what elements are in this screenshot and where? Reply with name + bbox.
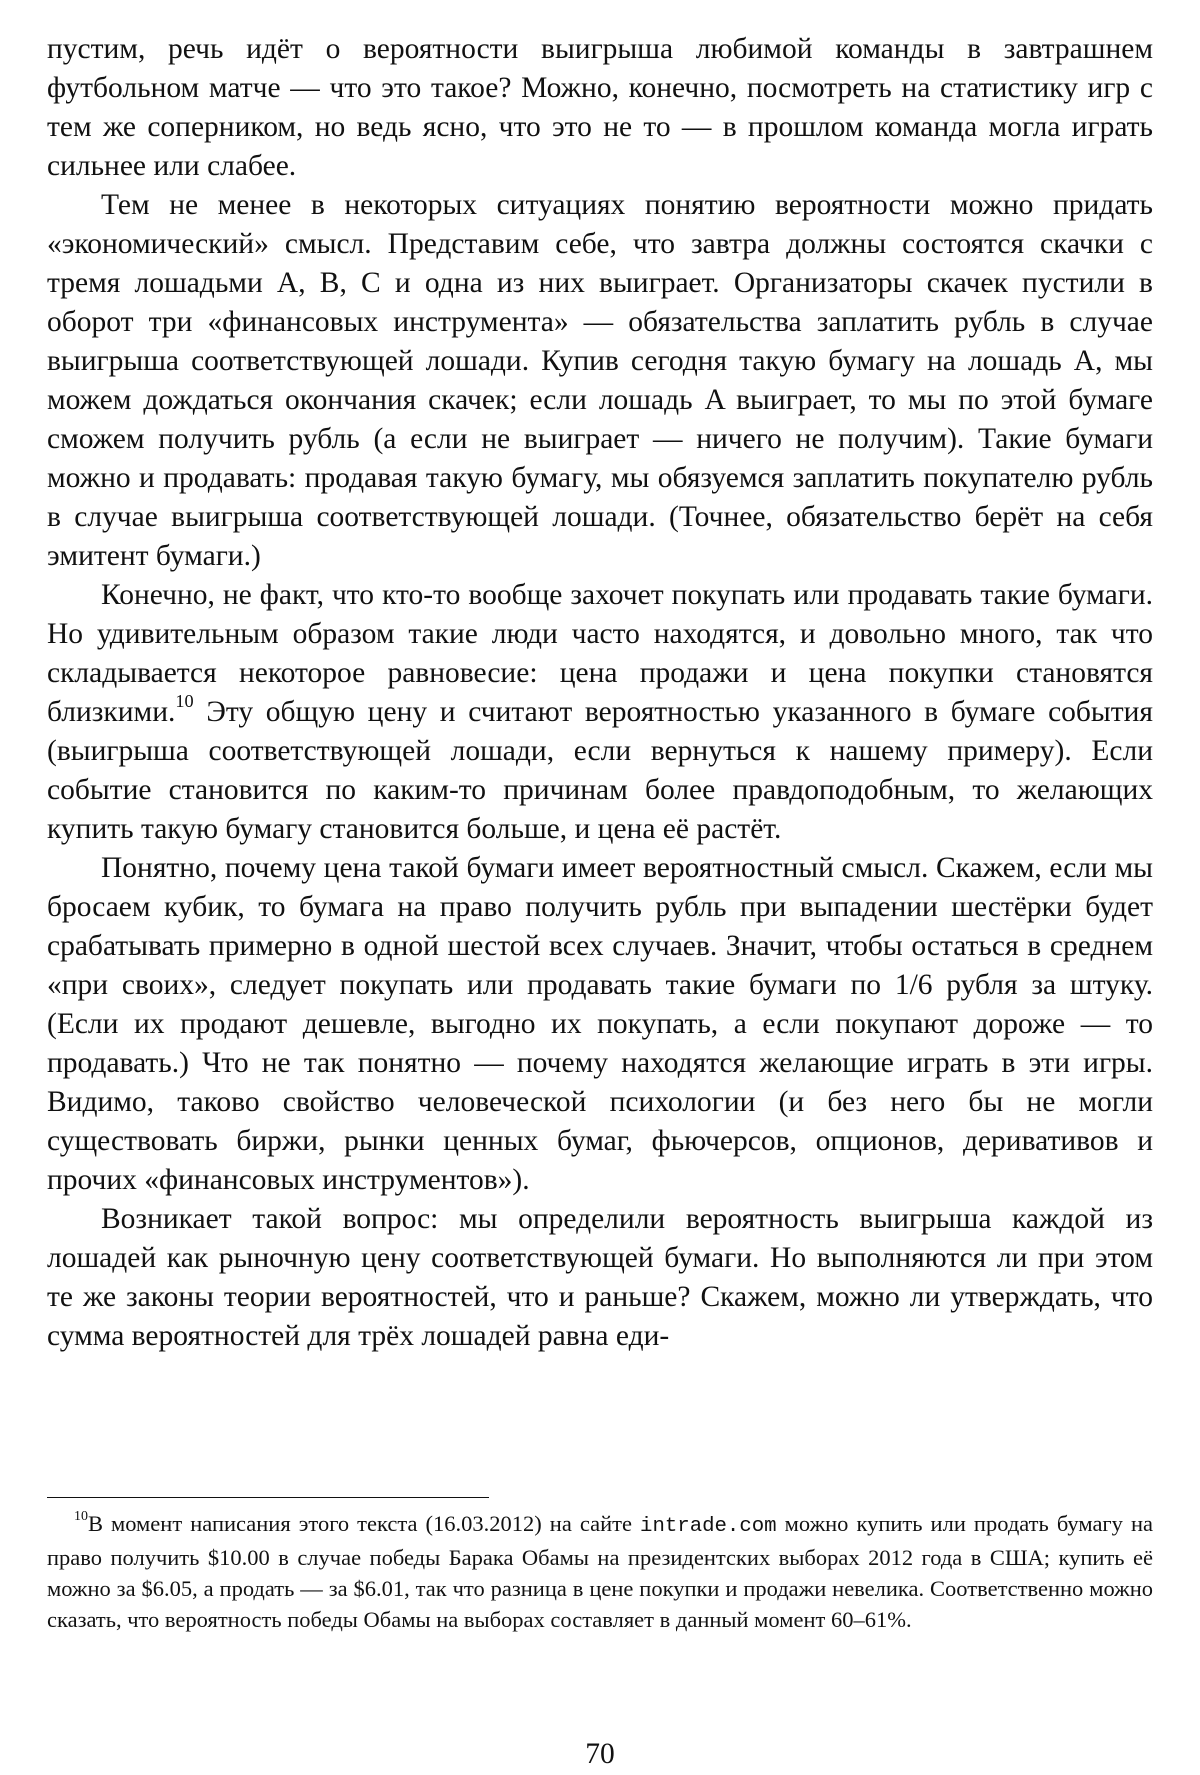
footnote-text-before-site: В момент написания этого текста (16.03.2012) на сайте [87,1511,641,1536]
footnote [47,1508,1153,1635]
paragraph-3-text-after-note: Эту общую цену и считают вероятностью указанного в бумаге события (выигрыша соответствующей лошади, если вернуться к нашему примеру). Если событие становится по каким-то причинам более правдоподобным, то желающих купить такую бумагу становится больше, и цена её растёт. [47,696,1153,845]
paragraph-4: Понятно, почему цена такой бумаги имеет вероятностный смысл. Скажем, если мы бросаем кубик, то бумага на право получить рубль при выпадении шестёрки будет срабатывать примерно в одной шестой всех случаев. Значит, чтобы остаться в среднем «при своих», следует покупать или продавать такие бумаги по 1/6 рубля за штуку. (Если их продают дешевле, выгодно их покупать, а если покупают дороже — то продавать.) Что не так понятно — почему находятся желающие играть в эти игры. Видимо, таково свойство человеческой психологии (и без него бы не могли существовать биржи, рынки ценных бумаг, фьючерсов, опционов, деривативов и прочих «финансовых инструментов»). [47,852,1153,1196]
footnote-mark: 10 [74,1509,88,1525]
paragraph-3-text-before-note: Конечно, не факт, что кто-то вообще захочет покупать или продавать такие бумаги. Но удивительным образом такие люди часто находятся, и довольно много, так что складывается некоторое равновесие: цена продажи и цена покупки становятся близкими. [47,579,1153,728]
paragraph-1: пустим, речь идёт о вероятности выигрыша любимой команды в завтрашнем футбольном матче — что это такое? Можно, конечно, посмотреть на статистику игр с тем же соперником, но ведь ясно, что это не то — в прошлом команда могла играть сильнее или слабее. [47,33,1153,182]
paragraph-3 [47,576,1153,849]
footnote-separator-rule [47,1497,489,1498]
page-number: 70 [585,1738,615,1770]
paragraph-2: Тем не менее в некоторых ситуациях понятию вероятности можно придать «экономический» смысл. Представим себе, что завтра должны состоятся скачки с тремя лошадьми A, B, C и одна из них выиграет. Организаторы скачек пустили в оборот три «финансовых инструмента» — обязательства заплатить рубль в случае выигрыша соответствующей лошади. Купив сегодня такую бумагу на лошадь A, мы можем дождаться окончания скачек; если лошадь A выиграет, то мы по этой бумаге сможем получить рубль (а если не выиграет — ничего не получим). Такие бумаги можно и продавать: продавая такую бумагу, мы обязуемся заплатить покупателю рубль в случае выигрыша соответствующей лошади. (Точнее, обязательство берёт на себя эмитент бумаги.) [47,189,1153,572]
footnote-text-after-site: можно купить или продать бумагу на право получить $10.00 в случае победы Барака Обамы на президентских выборах 2012 года в США; купить её можно за $6.05, а продать — за $6.01, так что разница в цене покупки и продажи невелика. Соответственно можно сказать, что вероятность победы Обамы на выборах составляет в данный момент 60–61%. [47,1511,1153,1632]
footnote-site-name: intrade.com [640,1515,777,1538]
footnote-reference-mark: 10 [175,691,194,712]
page-body [47,30,1153,1356]
paragraph-5: Возникает такой вопрос: мы определили вероятность выигрыша каждой из лошадей как рыночную цену соответствующей бумаги. Но выполняются ли при этом те же законы теории вероятностей, что и раньше? Скажем, можно ли утверждать, что сумма вероятностей для трёх лошадей равна еди- [47,1203,1153,1352]
